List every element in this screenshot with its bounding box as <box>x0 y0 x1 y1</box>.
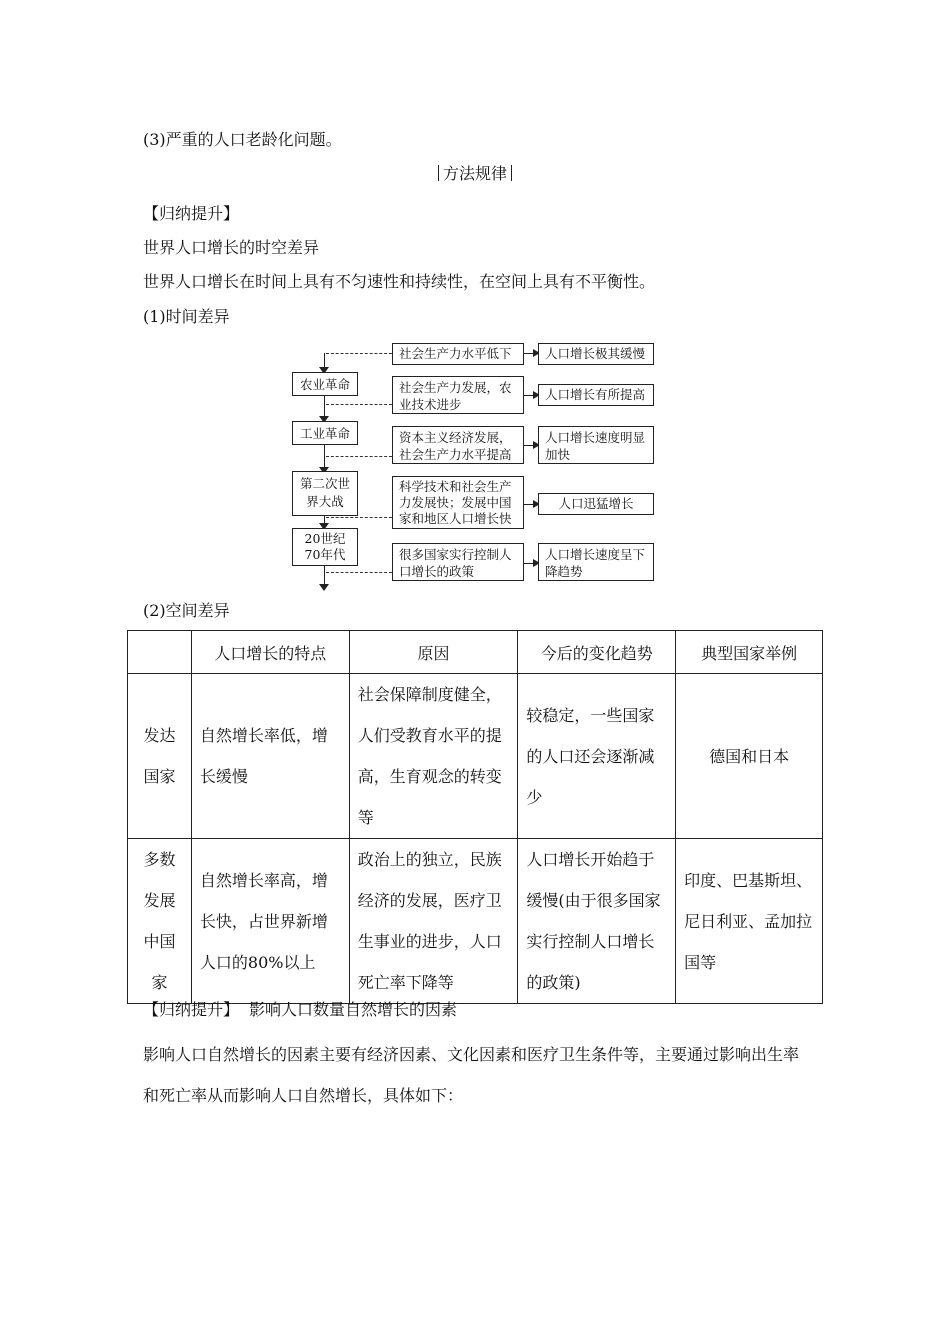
topic-title: 世界人口增长的时空差异 <box>143 238 320 257</box>
table-cell-trend: 较稳定，一些国家的人口还会逐渐减少 <box>518 674 676 839</box>
flow-connector <box>326 517 392 518</box>
table-cell-examples: 印度、巴基斯坦、尼日利亚、孟加拉国等 <box>676 839 823 1004</box>
table-cell-category: 多数发展中国家 <box>128 839 192 1004</box>
table-cell-category: 发达国家 <box>128 674 192 839</box>
table-header: 人口增长的特点 <box>191 631 349 674</box>
factor-heading <box>143 1000 457 1020</box>
factor-description: 影响人口自然增长的因素主要有经济因素、文化因素和医疗卫生条件等，主要通过影响出生率和死亡率从而影响人口自然增长，具体如下： <box>143 1045 800 1105</box>
table-cell-trend: 人口增长开始趋于缓慢(由于很多国家实行控制人口增长的政策) <box>518 839 676 1004</box>
era-1970s: 20世纪70年代 <box>292 528 358 566</box>
era-agricultural-revolution: 农业革命 <box>292 372 358 396</box>
flow-connector <box>326 353 392 354</box>
flow-arrow <box>524 353 538 354</box>
summary-tag: 【归纳提升】 <box>143 204 240 223</box>
space-difference-label: (2)空间差异 <box>143 601 230 620</box>
intro-line: (3)严重的人口老龄化问题。 <box>143 130 342 149</box>
flow-connector <box>326 404 392 405</box>
flow-arrow <box>524 445 538 446</box>
table-header-row <box>128 631 823 674</box>
time-difference-label: (1)时间差异 <box>143 307 230 326</box>
flow-connector <box>326 456 392 457</box>
table-header: 今后的变化趋势 <box>518 631 676 674</box>
population-time-flow-diagram <box>288 336 660 594</box>
table-cell-reason: 社会保障制度健全，人们受教育水平的提高，生育观念的转变等 <box>349 674 518 839</box>
cause-box: 科学技术和社会生产力发展快；发展中国家和地区人口增长快 <box>392 476 524 529</box>
result-box: 人口迅猛增长 <box>538 493 654 515</box>
result-box: 人口增长极其缓慢 <box>538 343 654 365</box>
result-box: 人口增长有所提高 <box>538 384 654 406</box>
summary-tag: 【归纳提升】 <box>143 1000 240 1019</box>
table-header: 原因 <box>349 631 518 674</box>
flow-arrow <box>524 563 538 564</box>
section-heading-text: 方法规律 <box>434 164 516 183</box>
result-box: 人口增长速度明显加快 <box>538 426 654 464</box>
table-row <box>128 839 823 1004</box>
table-cell-examples: 德国和日本 <box>676 674 823 839</box>
era-world-war-two: 第二次世界大战 <box>292 471 358 516</box>
timeline-arrow <box>319 584 329 591</box>
topic-description: 世界人口增长在时间上具有不匀速性和持续性，在空间上具有不平衡性。 <box>143 272 656 291</box>
table-row <box>128 674 823 839</box>
cause-box: 很多国家实行控制人口增长的政策 <box>392 543 524 581</box>
table-header: 典型国家举例 <box>676 631 823 674</box>
table-cell-feature: 自然增长率低，增长缓慢 <box>191 674 349 839</box>
era-industrial-revolution: 工业革命 <box>292 421 358 445</box>
cause-box: 社会生产力发展，农业技术进步 <box>392 376 524 414</box>
table-header <box>128 631 192 674</box>
table-cell-reason: 政治上的独立，民族经济的发展，医疗卫生事业的进步，人口死亡率下降等 <box>349 839 518 1004</box>
flow-arrow <box>524 395 538 396</box>
factor-title: 影响人口数量自然增长的因素 <box>249 1000 458 1019</box>
section-heading <box>0 164 950 184</box>
flow-arrow <box>524 504 538 505</box>
population-comparison-table <box>127 630 823 1004</box>
table-cell-feature: 自然增长率高，增长快，占世界新增人口的80%以上 <box>191 839 349 1004</box>
flow-connector <box>326 572 392 573</box>
result-box: 人口增长速度呈下降趋势 <box>538 543 654 581</box>
cause-box: 资本主义经济发展，社会生产力水平提高 <box>392 426 524 464</box>
cause-box: 社会生产力水平低下 <box>392 343 524 365</box>
